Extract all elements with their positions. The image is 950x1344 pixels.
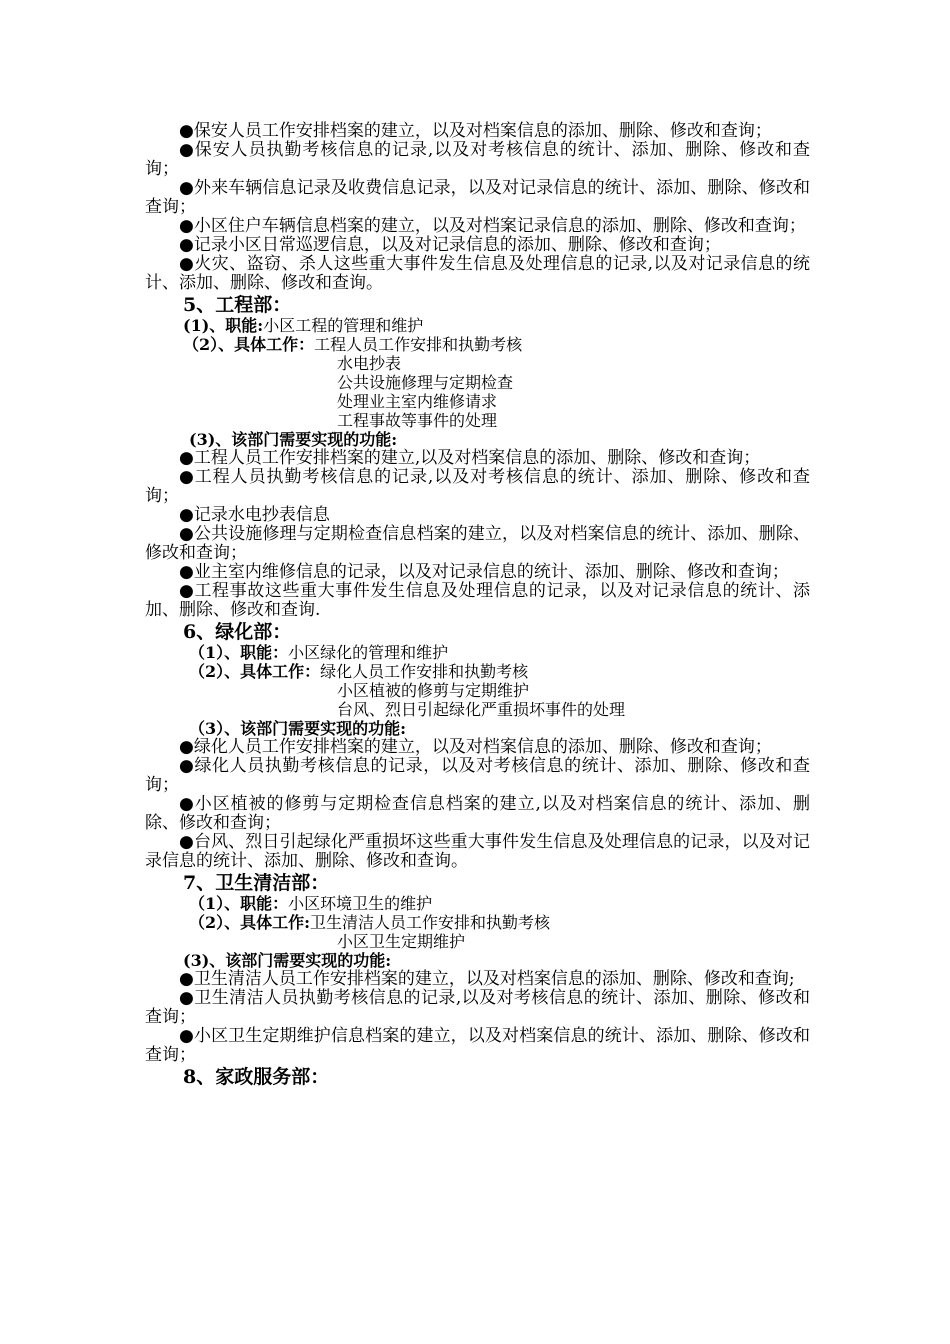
document-page (145, 122, 810, 1088)
section-6-duty (189, 643, 810, 662)
section-7-work (189, 913, 810, 932)
duty-label: （1）、职能： (189, 894, 289, 913)
work-item: 工程事故等事件的处理 (337, 411, 498, 430)
security-bullet-3: ●外来车辆信息记录及收费信息记录，以及对记录信息的统计、添加、删除、修改和查询； (145, 178, 810, 217)
engineering-bullet-1: ●工程人员工作安排档案的建立,以及对档案信息的添加、删除、修改和查询； (179, 448, 761, 468)
sanitation-bullet-2: ●卫生清洁人员执勤考核信息的记录,以及对考核信息的统计、添加、删除、修改和查询； (145, 988, 810, 1027)
section-6-func-label: （3）、该部门需要实现的功能: (189, 719, 407, 738)
work-item: 小区卫生定期维护 (337, 932, 466, 951)
work-item: 处理业主室内维修请求 (337, 392, 498, 411)
section-5-func-label: (3)、该部门需要实现的功能: (189, 430, 398, 449)
engineering-bullet-4: ●公共设施修理与定期检查信息档案的建立，以及对档案信息的统计、添加、删除、修改和查询； (145, 524, 810, 563)
security-bullet-1: ●保安人员工作安排档案的建立，以及对档案信息的添加、删除、修改和查询； (179, 121, 772, 141)
section-5-duty (183, 316, 810, 335)
security-bullet-5: ●记录小区日常巡逻信息，以及对记录信息的添加、删除、修改和查询； (179, 235, 721, 255)
section-6-work (189, 662, 810, 681)
work-item: 工程人员工作安排和执勤考核 (314, 335, 523, 354)
work-item: 水电抄表 (337, 354, 402, 373)
duty-label: (1)、职能: (183, 316, 264, 335)
work-item: 小区植被的修剪与定期维护 (337, 681, 530, 700)
work-item: 绿化人员工作安排和执勤考核 (320, 662, 529, 681)
sanitation-bullet-1: ●卫生清洁人员工作安排档案的建立，以及对档案信息的添加、删除、修改和查询; (179, 969, 795, 989)
section-5-title: 5、工程部： (183, 294, 292, 316)
greening-bullet-3: ●小区植被的修剪与定期检查信息档案的建立,以及对档案信息的统计、添加、删除、修改和查询； (145, 794, 810, 833)
duty-text: 小区环境卫生的维护 (288, 894, 433, 913)
work-label: （2）、具体工作： (183, 335, 315, 354)
section-7-title: 7、卫生清洁部： (183, 872, 330, 894)
greening-bullet-2: ●绿化人员执勤考核信息的记录，以及对考核信息的统计、添加、删除、修改和查询； (145, 756, 810, 795)
security-bullet-2: ●保安人员执勤考核信息的记录,以及对考核信息的统计、添加、删除、修改和查询； (145, 140, 810, 179)
duty-label: （1）、职能： (189, 643, 289, 662)
engineering-bullet-2: ●工程人员执勤考核信息的记录,以及对考核信息的统计、添加、删除、修改和查询； (145, 467, 810, 506)
work-label: （2）、具体工作： (189, 662, 321, 681)
section-7-func-label: (3)、该部门需要实现的功能: (183, 951, 392, 970)
section-8-title: 8、家政服务部： (183, 1066, 330, 1088)
section-6-title: 6、绿化部： (183, 621, 292, 643)
greening-bullet-4: ●台风、烈日引起绿化严重损坏这些重大事件发生信息及处理信息的记录，以及对记录信息的统计、添加、删除、修改和查询。 (145, 832, 810, 871)
section-7-duty (189, 894, 810, 913)
duty-text: 小区绿化的管理和维护 (288, 643, 449, 662)
work-item: 公共设施修理与定期检查 (337, 373, 514, 392)
sanitation-bullet-3: ●小区卫生定期维护信息档案的建立，以及对档案信息的统计、添加、删除、修改和查询； (145, 1026, 810, 1065)
engineering-bullet-5: ●业主室内维修信息的记录，以及对记录信息的统计、添加、删除、修改和查询； (179, 562, 789, 582)
duty-text: 小区工程的管理和维护 (263, 316, 424, 335)
engineering-bullet-3: ●记录水电抄表信息 (179, 505, 330, 525)
greening-bullet-1: ●绿化人员工作安排档案的建立，以及对档案信息的添加、删除、修改和查询； (179, 737, 772, 757)
section-5-work (183, 335, 810, 354)
security-bullet-6: ●火灾、盗窃、杀人这些重大事件发生信息及处理信息的记录,以及对记录信息的统计、添加、删除、修改和查询。 (145, 254, 810, 293)
security-bullet-4: ●小区住户车辆信息档案的建立，以及对档案记录信息的添加、删除、修改和查询； (179, 216, 806, 236)
engineering-bullet-6: ●工程事故这些重大事件发生信息及处理信息的记录，以及对记录信息的统计、添加、删除、修改和查询. (145, 581, 810, 620)
work-item: 台风、烈日引起绿化严重损坏事件的处理 (337, 700, 626, 719)
work-item: 卫生清洁人员工作安排和执勤考核 (310, 913, 551, 932)
work-label: （2）、具体工作: (189, 913, 311, 932)
